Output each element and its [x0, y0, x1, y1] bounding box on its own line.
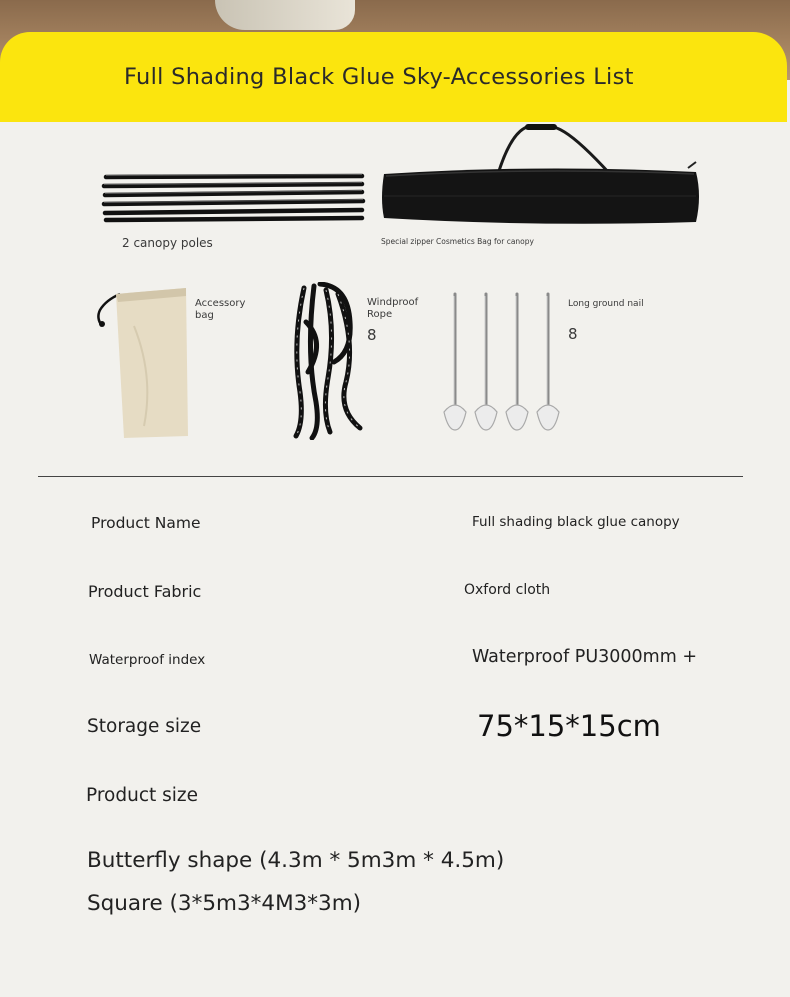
accessory-bag-image	[94, 286, 194, 442]
page-title: Full Shading Black Glue Sky-Accessories List	[124, 64, 634, 90]
canopy-poles-image	[100, 170, 368, 226]
product-name-label: Product Name	[91, 514, 201, 532]
windproof-rope-image	[286, 282, 366, 440]
storage-size-value: 75*15*15cm	[477, 709, 661, 743]
product-fabric-value: Oxford cloth	[464, 582, 551, 598]
windproof-rope-label-line2: Rope	[367, 309, 393, 320]
waterproof-index-value: Waterproof PU3000mm +	[472, 647, 698, 667]
product-size-butterfly: Butterfly shape (4.3m * 5m3m * 4.5m)	[87, 848, 505, 873]
ground-nail-image	[440, 290, 564, 436]
product-photo-detail	[215, 0, 355, 30]
section-divider	[38, 476, 743, 477]
product-fabric-label: Product Fabric	[88, 582, 202, 601]
waterproof-index-label: Waterproof index	[89, 652, 206, 668]
accessory-bag-label-line2: bag	[195, 310, 214, 321]
canopy-poles-label: 2 canopy poles	[122, 236, 213, 250]
ground-nail-count: 8	[568, 325, 578, 343]
storage-bag-label: Special zipper Cosmetics Bag for canopy	[381, 237, 534, 246]
storage-size-label: Storage size	[87, 716, 202, 737]
windproof-rope-label-line1: Windproof	[367, 297, 419, 308]
product-size-label: Product size	[86, 785, 198, 806]
ground-nail-label: Long ground nail	[568, 299, 644, 309]
product-name-value: Full shading black glue canopy	[472, 514, 680, 530]
storage-bag-image	[378, 124, 702, 228]
accessory-bag-label-line1: Accessory	[195, 298, 246, 309]
windproof-rope-count: 8	[367, 326, 377, 344]
product-size-square: Square (3*5m3*4M3*3m)	[87, 891, 362, 916]
